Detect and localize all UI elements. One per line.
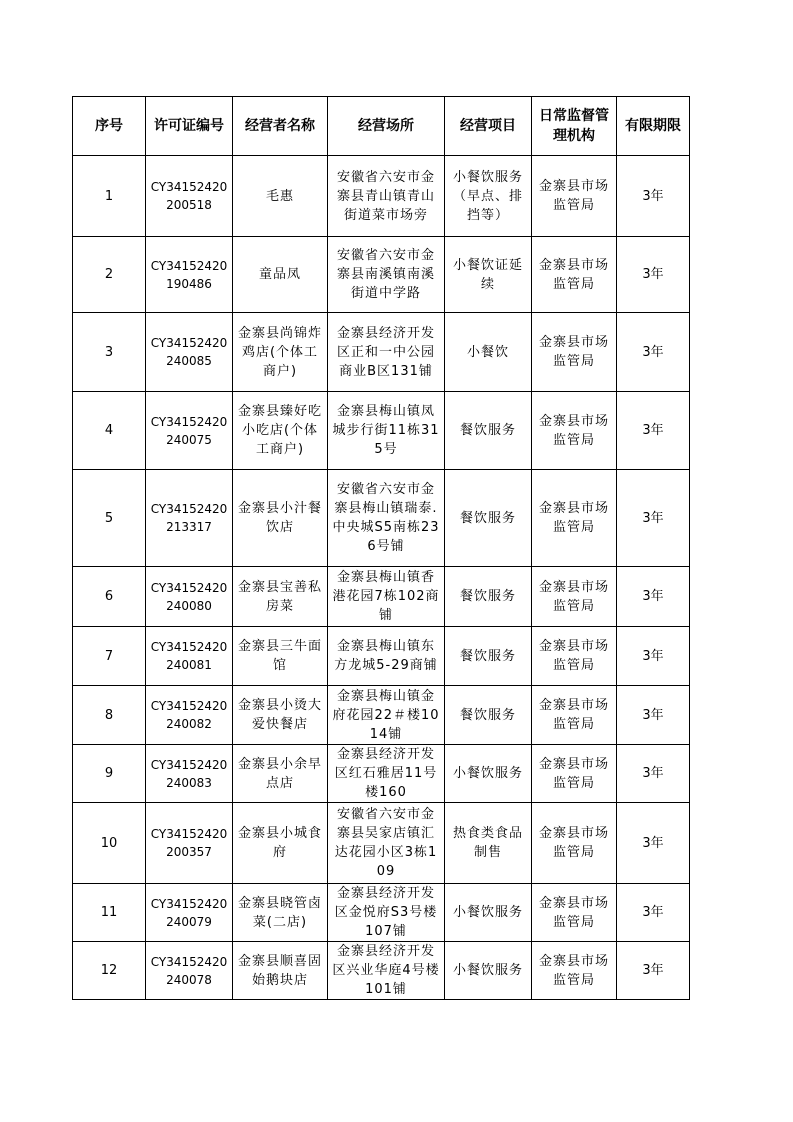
address-cell: 安徽省六安市金寨县青山镇青山街道菜市场旁: [328, 156, 445, 237]
item-cell: 小餐饮: [445, 313, 532, 392]
license-cell: CY34152420213317: [146, 470, 233, 567]
address-cell: 金寨县经济开发区红石雅居11号楼160: [328, 745, 445, 803]
item-cell: 餐饮服务: [445, 470, 532, 567]
name-cell: 金寨县尚锦炸鸡店(个体工商户): [233, 313, 328, 392]
table-row: [73, 313, 690, 392]
name-cell: 童品凤: [233, 237, 328, 313]
item-cell: 小餐饮服务: [445, 745, 532, 803]
name-cell: 金寨县小烫大爱快餐店: [233, 686, 328, 745]
serial-cell: 12: [73, 942, 146, 1000]
address-cell: 安徽省六安市金寨县梅山镇瑞泰.中央城S5南栋236号铺: [328, 470, 445, 567]
header-supervision-org: 日常监督管理机构: [532, 97, 617, 156]
table-row: [73, 567, 690, 627]
header-license-no: 许可证编号: [146, 97, 233, 156]
item-cell: 餐饮服务: [445, 627, 532, 686]
license-cell: CY34152420240075: [146, 392, 233, 470]
item-cell: 小餐饮服务（早点、排挡等）: [445, 156, 532, 237]
serial-cell: 10: [73, 803, 146, 884]
name-cell: 金寨县顺喜固始鹅块店: [233, 942, 328, 1000]
serial-cell: 4: [73, 392, 146, 470]
header-business-item: 经营项目: [445, 97, 532, 156]
name-cell: 金寨县晓管卤菜(二店): [233, 884, 328, 942]
item-cell: 餐饮服务: [445, 686, 532, 745]
table-row: [73, 745, 690, 803]
term-cell: 3年: [617, 686, 690, 745]
license-cell: CY34152420240081: [146, 627, 233, 686]
term-cell: 3年: [617, 392, 690, 470]
term-cell: 3年: [617, 803, 690, 884]
org-cell: 金寨县市场监管局: [532, 745, 617, 803]
item-cell: 小餐饮证延续: [445, 237, 532, 313]
org-cell: 金寨县市场监管局: [532, 803, 617, 884]
serial-cell: 11: [73, 884, 146, 942]
item-cell: 小餐饮服务: [445, 884, 532, 942]
serial-cell: 8: [73, 686, 146, 745]
license-cell: CY34152420190486: [146, 237, 233, 313]
item-cell: 小餐饮服务: [445, 942, 532, 1000]
org-cell: 金寨县市场监管局: [532, 567, 617, 627]
org-cell: 金寨县市场监管局: [532, 884, 617, 942]
name-cell: 金寨县宝善私房菜: [233, 567, 328, 627]
serial-cell: 1: [73, 156, 146, 237]
term-cell: 3年: [617, 156, 690, 237]
address-cell: 金寨县经济开发区正和一中公园商业B区131铺: [328, 313, 445, 392]
term-cell: 3年: [617, 567, 690, 627]
term-cell: 3年: [617, 627, 690, 686]
serial-cell: 3: [73, 313, 146, 392]
org-cell: 金寨县市场监管局: [532, 686, 617, 745]
term-cell: 3年: [617, 470, 690, 567]
address-cell: 安徽省六安市金寨县南溪镇南溪街道中学路: [328, 237, 445, 313]
org-cell: 金寨县市场监管局: [532, 237, 617, 313]
table-row: [73, 686, 690, 745]
name-cell: 金寨县小余早点店: [233, 745, 328, 803]
org-cell: 金寨县市场监管局: [532, 156, 617, 237]
item-cell: 餐饮服务: [445, 567, 532, 627]
address-cell: 安徽省六安市金寨县吴家店镇汇达花园小区3栋109: [328, 803, 445, 884]
address-cell: 金寨县梅山镇金府花园22＃楼1014铺: [328, 686, 445, 745]
serial-cell: 6: [73, 567, 146, 627]
address-cell: 金寨县经济开发区兴业华庭4号楼101铺: [328, 942, 445, 1000]
table-row: [73, 392, 690, 470]
term-cell: 3年: [617, 237, 690, 313]
header-validity-term: 有限期限: [617, 97, 690, 156]
table-row: [73, 470, 690, 567]
table-row: [73, 884, 690, 942]
table-row: [73, 627, 690, 686]
name-cell: 金寨县臻好吃小吃店(个体工商户): [233, 392, 328, 470]
term-cell: 3年: [617, 884, 690, 942]
header-business-address: 经营场所: [328, 97, 445, 156]
license-cell: CY34152420200518: [146, 156, 233, 237]
serial-cell: 2: [73, 237, 146, 313]
table-row: [73, 942, 690, 1000]
org-cell: 金寨县市场监管局: [532, 313, 617, 392]
table-row: [73, 237, 690, 313]
header-row: [73, 97, 690, 156]
header-serial: 序号: [73, 97, 146, 156]
term-cell: 3年: [617, 745, 690, 803]
org-cell: 金寨县市场监管局: [532, 942, 617, 1000]
org-cell: 金寨县市场监管局: [532, 627, 617, 686]
serial-cell: 7: [73, 627, 146, 686]
license-cell: CY34152420240082: [146, 686, 233, 745]
license-cell: CY34152420240085: [146, 313, 233, 392]
address-cell: 金寨县梅山镇凤城步行街11栋315号: [328, 392, 445, 470]
address-cell: 金寨县经济开发区金悦府S3号楼107铺: [328, 884, 445, 942]
address-cell: 金寨县梅山镇东方龙城5-29商铺: [328, 627, 445, 686]
term-cell: 3年: [617, 942, 690, 1000]
license-cell: CY34152420240080: [146, 567, 233, 627]
item-cell: 餐饮服务: [445, 392, 532, 470]
license-cell: CY34152420200357: [146, 803, 233, 884]
item-cell: 热食类食品制售: [445, 803, 532, 884]
name-cell: 金寨县小汁餐饮店: [233, 470, 328, 567]
license-cell: CY34152420240079: [146, 884, 233, 942]
table-row: [73, 803, 690, 884]
name-cell: 金寨县三牛面馆: [233, 627, 328, 686]
serial-cell: 5: [73, 470, 146, 567]
license-cell: CY34152420240083: [146, 745, 233, 803]
permit-table: [72, 96, 690, 1000]
name-cell: 金寨县小城食府: [233, 803, 328, 884]
serial-cell: 9: [73, 745, 146, 803]
license-cell: CY34152420240078: [146, 942, 233, 1000]
term-cell: 3年: [617, 313, 690, 392]
org-cell: 金寨县市场监管局: [532, 392, 617, 470]
name-cell: 毛惠: [233, 156, 328, 237]
table-row: [73, 156, 690, 237]
address-cell: 金寨县梅山镇香港花园7栋102商铺: [328, 567, 445, 627]
org-cell: 金寨县市场监管局: [532, 470, 617, 567]
header-operator-name: 经营者名称: [233, 97, 328, 156]
